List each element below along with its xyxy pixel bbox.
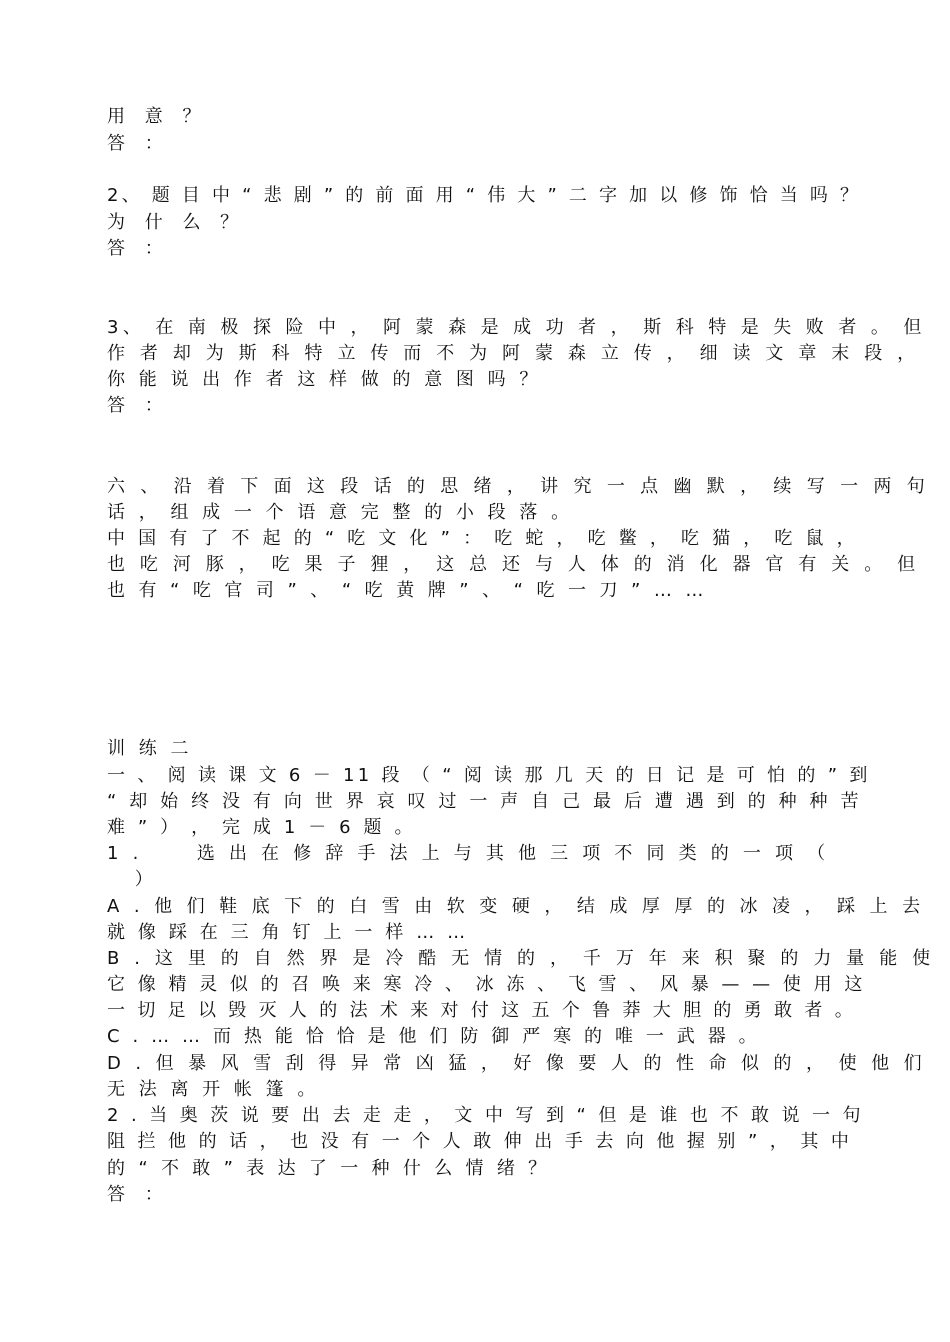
part-1-instruction-line-3: 难 ” ） ， 完 成 1 － 6 题 。 bbox=[107, 817, 417, 838]
section-6-line-3: 中 国 有 了 不 起 的 “ 吃 文 化 ” ： 吃 蛇 ， 吃 鳖 ， 吃 猫 ， 吃 鼠 ， bbox=[107, 528, 859, 549]
question-3-line-3: 你 能 说 出 作 者 这 样 做 的 意 图 吗 ？ bbox=[107, 369, 542, 390]
answer-label: 答 ： bbox=[107, 133, 170, 154]
answer-label: 答 ： bbox=[107, 238, 170, 259]
item-2-line-3: 的 “ 不 敢 ” 表 达 了 一 种 什 么 情 绪 ？ bbox=[107, 1158, 550, 1179]
item-1-question-bracket: ） bbox=[107, 869, 155, 890]
option-c: C . … … 而 热 能 恰 恰 是 他 们 防 御 严 寒 的 唯 一 武 器 。 bbox=[107, 1026, 761, 1047]
section-6-line-1: 六 、 沿 着 下 面 这 段 话 的 思 绪 ， 讲 究 一 点 幽 默 ， 续 写 一 两 句 bbox=[107, 476, 930, 497]
option-d-line-2: 无 法 离 开 帐 篷 。 bbox=[107, 1079, 320, 1100]
section-6-line-2: 话 ， 组 成 一 个 语 意 完 整 的 小 段 落 。 bbox=[107, 502, 574, 523]
text-line-continuation: 用 意 ？ bbox=[107, 106, 208, 127]
item-1-question: 1 . 选 出 在 修 辞 手 法 上 与 其 他 三 项 不 同 类 的 一 项 （ bbox=[107, 843, 830, 864]
question-2-line-1: 2、 题 目 中 “ 悲 剧 ” 的 前 面 用 “ 伟 大 ” 二 字 加 以 修 饰 恰 当 吗 ？ bbox=[107, 185, 862, 206]
option-a-line-2: 就 像 踩 在 三 角 钉 上 一 样 … … bbox=[107, 922, 469, 943]
part-1-instruction-line-2: “ 却 始 终 没 有 向 世 界 哀 叹 过 一 声 自 己 最 后 遭 遇 到 的 种 种 苦 bbox=[107, 791, 863, 812]
option-a-line-1: A . 他 们 鞋 底 下 的 白 雪 由 软 变 硬 ， 结 成 厚 厚 的 冰 凌 ， 踩 上 去 bbox=[107, 896, 925, 917]
option-b-line-3: 一 切 足 以 毁 灭 人 的 法 术 来 对 付 这 五 个 鲁 莽 大 胆 的 勇 敢 者 。 bbox=[107, 1000, 857, 1021]
training-2-heading: 训 练 二 bbox=[107, 738, 193, 759]
answer-label: 答 ： bbox=[107, 1184, 170, 1205]
question-3-line-1: 3、 在 南 极 探 险 中 ， 阿 蒙 森 是 成 功 者 ， 斯 科 特 是 失 败 者 。 但 bbox=[107, 317, 926, 338]
question-3-line-2: 作 者 却 为 斯 科 特 立 传 而 不 为 阿 蒙 森 立 传 ， 细 读 文 章 末 段 ， bbox=[107, 343, 920, 364]
answer-label: 答 ： bbox=[107, 395, 170, 416]
question-2-line-2: 为 什 么 ？ bbox=[107, 212, 246, 233]
option-b-line-1: B . 这 里 的 自 然 界 是 冷 酷 无 情 的 ， 千 万 年 来 积 聚 的 力 量 能 使 bbox=[107, 948, 935, 969]
option-d-line-1: D . 但 暴 风 雪 刮 得 异 常 凶 猛 ， 好 像 要 人 的 性 命 似 的 ， 使 他 们 bbox=[107, 1053, 927, 1074]
item-2-line-2: 阻 拦 他 的 话 ， 也 没 有 一 个 人 敢 伸 出 手 去 向 他 握 别 ” ， 其 中 bbox=[107, 1131, 853, 1152]
item-2-line-1: 2 . 当 奥 茨 说 要 出 去 走 走 ， 文 中 写 到 “ 但 是 谁 也 不 敢 说 一 句 bbox=[107, 1105, 864, 1126]
option-b-line-2: 它 像 精 灵 似 的 召 唤 来 寒 冷 、 冰 冻 、 飞 雪 、 风 暴 — — 使 用 这 bbox=[107, 974, 866, 995]
part-1-instruction-line-1: 一 、 阅 读 课 文 6 － 11 段 （ “ 阅 读 那 几 天 的 日 记 是 可 怕 的 ” 到 bbox=[107, 765, 871, 786]
section-6-line-5: 也 有 “ 吃 官 司 ” 、 “ 吃 黄 牌 ” 、 “ 吃 一 刀 ” … … bbox=[107, 580, 708, 601]
section-6-line-4: 也 吃 河 豚 ， 吃 果 子 狸 ， 这 总 还 与 人 体 的 消 化 器 官 有 关 。 但 bbox=[107, 554, 920, 575]
